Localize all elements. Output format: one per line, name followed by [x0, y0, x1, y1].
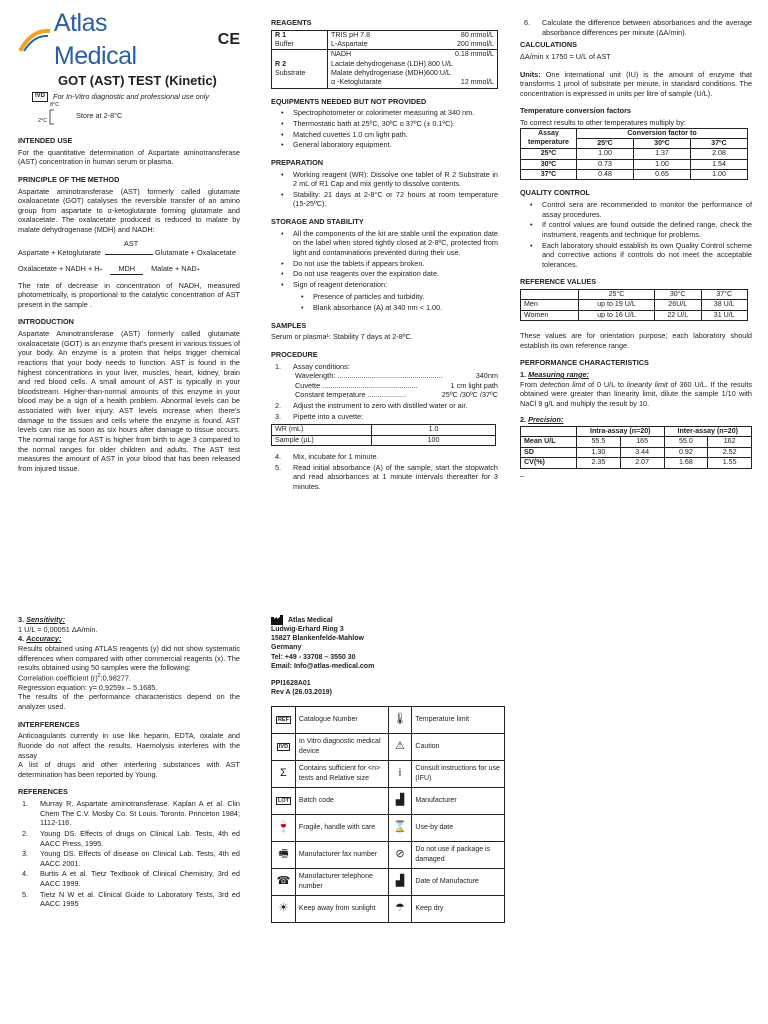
- symbol-label: Fragile, handle with care: [298, 824, 376, 832]
- caution-icon: ⚠: [395, 740, 405, 753]
- ce-mark: CE: [217, 31, 240, 49]
- table-row: 37ºC 0.48 0.65 1.00: [521, 170, 748, 180]
- column-1: [18, 9, 240, 481]
- section-heading: CALCULATIONS: [520, 40, 578, 50]
- quality-section: [520, 188, 752, 269]
- procedure-steps: [271, 362, 498, 422]
- table-row: R 1 Buffer TRIS pH 7.8 80 mmol/L L-Aspartate 200 mmol/L: [272, 30, 498, 50]
- reaction-2: Oxalacetate + NADH + H $_+$ MDH Malate + NAD $_+$: [18, 263, 200, 273]
- reference-table: [520, 289, 748, 321]
- reaction-arrow: [105, 254, 153, 255]
- brand-logo: [18, 9, 240, 70]
- section-heading: INTRODUCTION: [18, 317, 74, 327]
- section-heading: Temperature conversion factors: [520, 106, 631, 116]
- table-row: R 2 Substrate NADH 0.18 mmol/L Lactate dehydrogenase (LDH) 800 U/L Malate dehydrogenase (MDH)600 U/L α -Ketoglutarate 12 mmol/L: [272, 50, 498, 88]
- symbol-label: Keep dry: [415, 905, 444, 913]
- symbol-label: In Vitro diagnostic medical device: [298, 738, 381, 755]
- list-item: 1. Assay conditions: Wavelength: .................................................... 340nm Cuvette ............................................... 1 cm light path Constant temperature ................... 25ºC /30ºC /37ºC: [275, 361, 498, 400]
- list-item: 2. Adjust the instrument to zero with distilled water or air.: [275, 401, 468, 411]
- pipette-table: [271, 424, 496, 446]
- measuring-range-title: Measuring range:: [528, 370, 589, 379]
- table-row: [272, 814, 505, 841]
- symbol-label: Contains sufficient for <n> tests and Relative size: [298, 765, 381, 782]
- symbol-label: Catalogue Number: [298, 716, 358, 724]
- references-section: [18, 787, 240, 909]
- deterioration-list: [271, 292, 498, 312]
- manufacturer-telephone-icon: ☎: [276, 875, 291, 888]
- temperature-limit-icon: 🌡: [392, 713, 407, 726]
- temperature-range-icon: 8°C 2°C: [38, 102, 60, 125]
- reference-section: [520, 277, 752, 350]
- symbol-label: Do not use if package is damaged: [415, 846, 491, 863]
- storage-line: [40, 104, 240, 128]
- table-row: [272, 706, 505, 733]
- precision-table: [520, 426, 752, 468]
- table-row: [272, 895, 505, 922]
- symbol-label: Manufacturer fax number: [298, 851, 378, 859]
- list-item: • All the components of the kit are stable until the expiration date on the label when stored tightly closed at 2-8ºC, protected from light and contaminations prevented during their use.: [271, 229, 498, 258]
- section-heading: PERFORMANCE CHARACTERISTICS: [520, 358, 649, 368]
- table-row: Mean U/L 55.5 165 55.0 162: [521, 437, 752, 447]
- manufacturer-icon: [271, 615, 285, 625]
- table-row: WR (mL) 1.0: [272, 425, 496, 435]
- section-heading: STORAGE AND STABILITY: [271, 217, 364, 227]
- preparation-list: [271, 170, 498, 210]
- column-2: [271, 18, 498, 500]
- section-heading: PROCEDURE: [271, 349, 318, 359]
- column-4: [18, 615, 240, 917]
- table-row: 30ºC 0.73 1.00 1.54: [521, 159, 748, 169]
- enzyme-label: MDH: [110, 264, 143, 275]
- table-row: 25ºC 30ºC 37ºC: [521, 138, 748, 148]
- column-5: [271, 615, 505, 923]
- ivd-text: For In-Vitro diagnostic and professional use only: [53, 92, 210, 102]
- use-by-date-icon: ⌛: [393, 821, 407, 834]
- list-item: • Working reagent (WR): Dissolve one tablet of R 2 Substrate in 2 mL of R1 Cap and mix gently to dissolve contents.: [271, 170, 498, 189]
- symbol-label: Caution: [415, 743, 440, 751]
- list-item: • Matched cuvettes 1.0 cm light path.: [271, 130, 498, 140]
- table-row: 25ºC 1.00 1.37 2.08: [521, 149, 748, 159]
- section-text: Serum or plasma¹: Stability 7 days at 2-8ºC.: [271, 332, 413, 342]
- equipment-list: [271, 108, 498, 150]
- list-item: 5. Read initial absorbance (A) of the sample, start the stopwatch and read absorbances at 1 minute intervals thereafter for 3 minutes.: [275, 462, 498, 491]
- sensitivity-section: 3. Sensitivity: 1 U/L = 0,00051 ΔA/min. 4. Accuracy: Results obtained using ATLAS reagents (y) did not show systematic differences when compared with other commercial reagents (x). The results obtained using 50 samples were the following: Correlation coefficient $(r)^2:0,98277$. Regression equation: y= 0,9259x – 5.1685. The results of the performance characteristics depend on the analyzer used.: [18, 615, 240, 712]
- introduction-section: [18, 317, 240, 473]
- table-row: Assay temperature Conversion factor to: [521, 128, 748, 138]
- preparation-section: [271, 158, 498, 209]
- section-text: To correct results to other temperatures multiply by:: [520, 118, 686, 127]
- symbol-label: Use-by date: [415, 824, 454, 832]
- symbol-label: Manufacturer telephone number: [298, 873, 373, 890]
- samples-section: [271, 321, 498, 342]
- symbol-label: Batch code: [298, 797, 334, 805]
- list-item: 3. Young DS. Effects of disease on Clinical Lab. Tests, 4th ed AACC 2001.: [22, 849, 240, 868]
- intended-use-section: [18, 136, 240, 167]
- section-text: The rate of decrease in concentration of NADH, measured photometrically, is proportional to the catalytic concentration of AST present in the sample .: [18, 280, 240, 309]
- sufficient-tests-icon: Σ: [280, 767, 287, 780]
- list-item: 4. Mix, incubate for 1 minute.: [275, 452, 379, 461]
- list-item: 4. Burtis A et al. Tietz Textbook of Clinical Chemistry, 3rd ed AACC 1999.: [22, 869, 240, 889]
- section-heading: INTERFERENCES: [18, 719, 80, 729]
- table-row: [272, 733, 505, 760]
- section-heading: QUALITY CONTROL: [520, 188, 590, 198]
- table-row: Women up to 16 U/L 22 U/L 31 U/L: [521, 310, 748, 320]
- precision-title: Precision:: [528, 414, 564, 424]
- list-item: • Control sera are recommended to monitor the performance of assay procedures.: [520, 200, 752, 219]
- table-row: 25°C 30°C 37°C: [521, 290, 748, 300]
- list-item: 3. Pipette into a cuvette:: [275, 411, 364, 421]
- list-item: • Thermostatic bath at 25ºC, 30ºC o 37ºC (± 0.1ºC).: [271, 119, 498, 129]
- table-row: [272, 787, 505, 814]
- quality-list: [520, 200, 752, 269]
- list-item: • Sign of reagent deterioration:: [271, 280, 498, 290]
- manufacturer-icon: ▟: [395, 794, 405, 807]
- section-text: Aspartate aminotransferase (AST) formerly called glutamate oxaloacetate (GOT) catalyses the reversible transfer of an amino group from aspartate to α-ketoglutarate forming glutamate and oxalacetate. The oxalacetate produced is reduced to malate by malate dehydrogenase (MDH) and NADH:: [18, 186, 240, 235]
- list-item: • Do not use the tablets if appears broken.: [271, 259, 498, 269]
- symbols-table: [271, 706, 505, 923]
- brand-name: Atlas Medical: [53, 9, 137, 70]
- procedure-step-6: [520, 18, 752, 37]
- list-item: • Presence of particles and turbidity.: [271, 292, 498, 302]
- measuring-range-text: From detection limit of 0 U/L to linearity limit of 360 U/L. If the results obtained were greater than linearity limit, dilute the sample 1/10 with NaCl 9 g/L and multiply the result by 10.: [520, 379, 753, 408]
- interferences-section: INTERFERENCES Anticoagulants currently in use like heparin, EDTA, oxalate and fluoride do not affect the results. Haemolysis interferes with the assay A list of drugs and other interfering substances with AST determination has been reported by Young.: [18, 719, 240, 779]
- symbol-label: Temperature limit: [415, 716, 470, 724]
- fragile-icon: 🍷: [276, 821, 291, 834]
- reagents-table: [271, 30, 498, 89]
- section-heading: EQUIPMENTS NEEDED BUT NOT PROVIDED: [271, 96, 427, 106]
- catalogue-number-icon: REF: [277, 717, 289, 724]
- list-item: 5. Tietz N W et al. Clinical Guide to Laboratory Tests, 3rd ed AACC 1995: [22, 889, 240, 909]
- list-item: • Each laboratory should establish its own Quality Control scheme and corrective actions if controls do not meet the acceptable tolerances.: [520, 241, 752, 270]
- manufacturer-fax-icon: 🖷: [278, 848, 289, 861]
- atlas-swoosh-icon: [18, 25, 52, 55]
- date-of-manufacture-icon: ▟: [395, 875, 405, 888]
- storage-text: Store at 2-8°C: [76, 111, 123, 121]
- keep-away-sunlight-icon: ☀: [278, 902, 289, 915]
- list-item: 2. Young DS. Effects of drugs on Clinical Lab. Tests, 4th ed AACC Press, 1995.: [22, 828, 240, 848]
- calculations-section: [520, 40, 752, 98]
- section-text: Aspartate Aminotransferase (AST) formerly called glutamate oxaloacetate (GOT) is an enzyme that's present in various tissues of your body. An enzyme is a protein that helps trigger chemical reactions that your body needs to function. AST is found in the highest concentrations in your liver, muscles, heart, kidney, brain and red blood cells. A small amount of AST is typically in your bloodstream. Higher-than-normal amounts of this enzyme in your blood may be a sign of a health problem. Abnormal levels can be associated with liver injury. AST levels increase when there's damage to the tissues and cells where the enzyme is found. AST levels can rise as soon as six hours after damage to tissue occurs. The normal range for AST is higher from birth to age 3 compared to the normal ranges for older children and adults. The AST test measures the amount of AST in your blood that has been released from injured tissue.: [18, 329, 240, 473]
- section-heading: REAGENTS: [271, 18, 312, 27]
- section-text: For the quantitative determination of Aspartate aminotransferase (AST) concentration in human serum or plasma.: [18, 147, 240, 167]
- table-row: [272, 841, 505, 868]
- formula: ΔA/min x 1750 = U/L of AST: [520, 51, 611, 61]
- reference-note: These values are for orientation purpose; each laboratory should establish its own reference range.: [520, 331, 752, 350]
- ivd-icon: IVD: [32, 92, 48, 102]
- list-item: 6. Calculate the difference between absorbances and the average absorbance differences per minute (ΔA/min).: [524, 18, 752, 37]
- table-row: Sample (µL) 100: [272, 435, 496, 445]
- enzyme-label: AST: [124, 238, 139, 248]
- do-not-use-damaged-icon: ⊘: [395, 848, 405, 861]
- table-row: Men up to 19 U/L 26U/L 38 U/L: [521, 300, 748, 310]
- table-row: SD 1.30 3.44 0.92 2.52: [521, 447, 752, 457]
- list-item: • If control values are found outside the defined range, check the instrument, reagents and technique for problems.: [520, 220, 752, 239]
- principle-section: [18, 175, 240, 310]
- references-list: [18, 799, 240, 909]
- batch-code-icon: LOT: [277, 798, 289, 805]
- list-item: • Stability: 21 days at 2-8°C or 72 hours at room temperature (15-25ºC).: [271, 190, 498, 209]
- symbol-label: Keep away from sunlight: [298, 905, 376, 913]
- symbol-label: Manufacturer: [415, 797, 457, 805]
- in-vitro-diagnostic-icon: IVD: [278, 744, 289, 751]
- keep-dry-icon: ☂: [395, 902, 405, 915]
- section-heading: REFERENCE VALUES: [520, 277, 597, 287]
- dash: –: [520, 470, 525, 480]
- table-row: [272, 760, 505, 787]
- section-heading: INTENDED USE: [18, 136, 73, 146]
- column-3: [520, 18, 752, 488]
- reagents-section: [271, 18, 498, 89]
- list-item: • Blank absorbance (A) at 340 nm < 1.00.: [271, 303, 498, 313]
- temp-conversion-section: [520, 106, 752, 180]
- table-row: [272, 868, 505, 895]
- procedure-section: [271, 350, 498, 492]
- table-row: CV(%) 2.35 2.07 1.68 1.55: [521, 458, 752, 468]
- section-heading: PREPARATION: [271, 157, 324, 167]
- consult-instructions-icon: i: [398, 767, 402, 780]
- conversion-table: [520, 128, 748, 181]
- section-heading: SAMPLES: [271, 320, 307, 330]
- ivd-line: [32, 92, 240, 102]
- procedure-steps-continued: [271, 452, 498, 492]
- performance-section: PERFORMANCE CHARACTERISTICS 1. Measuring range: From detection limit of 0 U/L to linearity limit of 360 U/L. If the results obtained were greater than linearity limit, dilute the sample 1/10 with NaCl 9 g/L and multiply the result by 10. 2. Precision: Intra-assay (n=20) Inter-assay (n=20) Mean U/L 55.5 165 55.0 162 SD 1.30 3.44 0.92 2.52 CV(%) 2.35 2.07 1.68 1.55 –: [520, 358, 753, 480]
- symbol-label: Date of Manufacture: [415, 878, 479, 886]
- units-text: Units: One international unit (IU) is the amount of enzyme that transforms 1 µmol of substrate per minute, in standard conditions. The concentration is expressed in units per litre of sample (U/L).: [520, 69, 752, 98]
- manufacturer-block: Atlas Medical Ludwig-Erhard Ring 3 15827 Blankenfelde-Mahlow Germany Tel: +49 - 33708 – 3550 30 Email: Info@atlas-medical.com PPI1628A01 Rev A (26.03.2019): [271, 616, 375, 697]
- symbol-label: Consult instructions for use (IFU): [415, 765, 500, 782]
- list-item: • Spectrophotometer or colorimeter measuring at 340 nm.: [271, 108, 498, 118]
- list-item: 1. Murray R. Aspartate aminotransferase. Kaplan A et al. Clin Chem The C.V. Mosby Co. St Louis. Toronto. Princeton 1984; 1112-116.: [22, 799, 240, 828]
- list-item: • Do not use reagents over the expiration date.: [271, 269, 498, 279]
- table-row: Intra-assay (n=20) Inter-assay (n=20): [521, 427, 752, 437]
- equipments-section: [271, 97, 498, 150]
- storage-list: [271, 229, 498, 290]
- storage-section: [271, 217, 498, 313]
- section-heading: REFERENCES: [18, 787, 68, 797]
- list-item: • General laboratory equipment.: [271, 140, 498, 150]
- page-title: GOT (AST) TEST (Kinetic): [58, 73, 217, 88]
- reaction-1: Aspartate + Ketoglutarate Glutamate + Oxalacetate: [18, 248, 236, 258]
- section-heading: PRINCIPLE OF THE METHOD: [18, 174, 120, 184]
